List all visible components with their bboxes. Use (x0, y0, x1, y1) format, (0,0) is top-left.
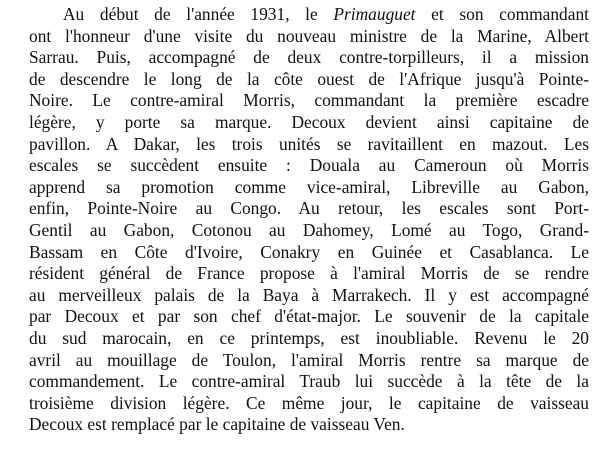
text-line: enfin, Pointe-Noire au Congo. Au retour, les escales sont Port- (29, 198, 589, 219)
text-line: troisième division légère. Ce même jour, le capitaine de vaisseau (29, 392, 589, 413)
ship-name-italic: Primauguet (333, 4, 416, 24)
text-line: commandement. Le contre-amiral Traub lui succède à la tête de la (29, 371, 589, 392)
text-line: ont l'honneur d'une visite du nouveau ministre de la Marine, Albert (29, 25, 589, 46)
text-line: par Decoux et par son chef d'état-major. Le souvenir de la capitale (29, 306, 589, 327)
text-line: du sud marocain, en ce printemps, est inoubliable. Revenu le 20 (29, 327, 589, 348)
text-line: Noire. Le contre-amiral Morris, commandant la première escadre (29, 90, 589, 111)
text-line: Gentil au Gabon, Cotonou au Dahomey, Lomé au Togo, Grand- (29, 219, 589, 240)
text-line: Sarrau. Puis, accompagné de deux contre-torpilleurs, il a mission (29, 47, 589, 68)
text-line: Bassam en Côte d'Ivoire, Conakry en Guinée et Casablanca. Le (29, 241, 589, 262)
text-line: Decoux est remplacé par le capitaine de vaisseau Ven. (29, 414, 405, 435)
text-line: légère, y porte sa marque. Decoux devient ainsi capitaine de (29, 111, 589, 132)
text-line: escales se succèdent ensuite : Douala au Cameroun où Morris (29, 155, 589, 176)
text-line: au merveilleux palais de la Baya à Marrakech. Il y est accompagné (29, 284, 589, 305)
text-line: apprend sa promotion comme vice-amiral, Libreville au Gabon, (29, 176, 589, 197)
text-line: résident général de France propose à l'amiral Morris de se rendre (29, 263, 589, 284)
body-paragraph (29, 4, 589, 436)
document-page (29, 4, 589, 436)
text-line: pavillon. A Dakar, les trois unités se ravitaillent en mazout. Les (29, 133, 589, 154)
text-line: avril au mouillage de Toulon, l'amiral Morris rentre sa marque de (29, 349, 589, 370)
text-line: Au début de l'année 1931, le Primauguet et son commandant (63, 4, 589, 24)
text-line: de descendre le long de la côte ouest de l'Afrique jusqu'à Pointe- (29, 68, 589, 89)
